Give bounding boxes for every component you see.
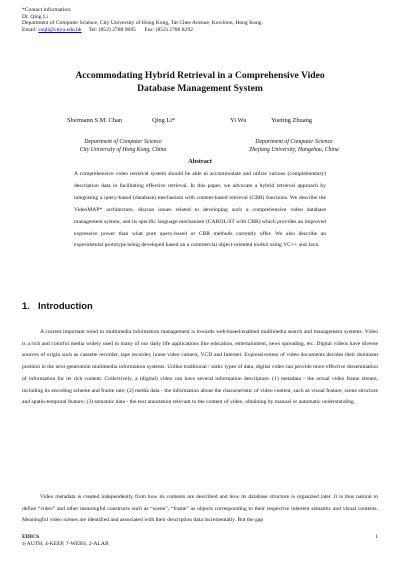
section-title: Introduction <box>38 300 93 311</box>
body-paragraph: A current important trend in multimedia information management is towards web-based/enabled multimedia search and management systems. Video is a rich and colorful media widely used in many of our daily life applications like education, entertainment, news spreading, etc. Digital videos have diverse sources of origin such as cassette recorder, tape recorder, home video camera, VCD and Internet. Expressiveness of video documents decides their dominant position in the next-generation multimedia information systems. Unlike traditional / static types of data, digital video can provide more effective dissemination of information for its rich content. Collectively, a (digital) video can have several information descriptors: (1) metadata - the actual video frame stream, including its encoding scheme and frame rate; (2) media data - the information about the characteristic of video content, such as visual feature, scene structure and spatio-temporal feature; (3) semantic data - the text annotation relevant to the content of video, obtaining by manual or automatic understanding. <box>22 329 378 406</box>
affiliation-dept: Department of Computer Science <box>84 139 162 145</box>
abstract-heading: Abstract <box>188 158 212 165</box>
affiliation <box>48 139 198 154</box>
contact-line <box>22 27 382 34</box>
title-line-1: Accommodating Hybrid Retrieval in a Comprehensive Video <box>75 70 325 81</box>
body-paragraph: Video metadata is created independently from how its contents are described and how its database structure is organized later. It is thus natural to define “video” and other meaningful constructs such as “scene”, “frame” as objects corresponding to their respective inherent semantic and visual contents. Meaningful video scenes are identified and associated with their description data incrementally. But the gap <box>22 494 378 524</box>
author-list <box>0 117 400 127</box>
paper-title <box>30 70 370 95</box>
contact-name: Dr. Qing Li <box>22 13 48 20</box>
affiliation <box>219 139 369 154</box>
footer-codes: 4-AUTH, 4-KEEP, 7-WEBS, 2-ALAR <box>22 541 109 547</box>
author-name: Shermann S.M. Chan <box>67 117 123 124</box>
title-line-2: Database Management System <box>137 82 263 94</box>
contact-heading: *Contact information: <box>22 7 72 13</box>
abstract-text: A comprehensive video retrieval system should be able to accommodate and utilize various (complementary) description data in facilitating effective retrieval. In this paper, we advocate a hybrid retrieval approach by integrating a query-based (database) mechanism with content-based retrieval (CBR) functions. We describe the VideoMAP* architecture, discuss issues related to developing such a comprehensive video database management system, and its specific language mechanism (CAROL/ST with CBR) which provides an improved expressive power than what pure query-based or CBR methods currently offer. We also describe an experimental prototype being developed based on a commercial object-oriented toolkit using VC++ and Java. <box>74 171 326 249</box>
fax: Fax: (852) 2788 8292 <box>144 26 193 33</box>
contact-information <box>22 7 382 33</box>
page-number: 1 <box>375 534 378 540</box>
author-name: Qing Li* <box>152 117 176 124</box>
section-number: 1. <box>22 300 30 311</box>
telephone: Tel: (852) 2788 9695 <box>88 26 136 33</box>
author-name: Yi Wu <box>230 117 247 124</box>
contact-address: Department of Computer Science, City University of Hong Kong, Tat Chee Avenue, Kowloon, Hong Kong. <box>22 20 263 27</box>
affiliation-org: Zhejiang University, Hangzhou, China <box>249 146 339 153</box>
page-footer <box>22 534 378 548</box>
affiliation-dept: Department of Computer Science <box>255 139 333 145</box>
affiliation-org: City University of Hong Kong, China <box>79 146 167 153</box>
footer-venue: EDICS <box>22 534 40 540</box>
email-label: Email: <box>22 26 37 33</box>
author-name: Yueting Zhuang <box>271 117 312 124</box>
email-link[interactable]: csqli@cityu.edu.hk <box>38 26 82 33</box>
section-heading <box>22 300 93 311</box>
